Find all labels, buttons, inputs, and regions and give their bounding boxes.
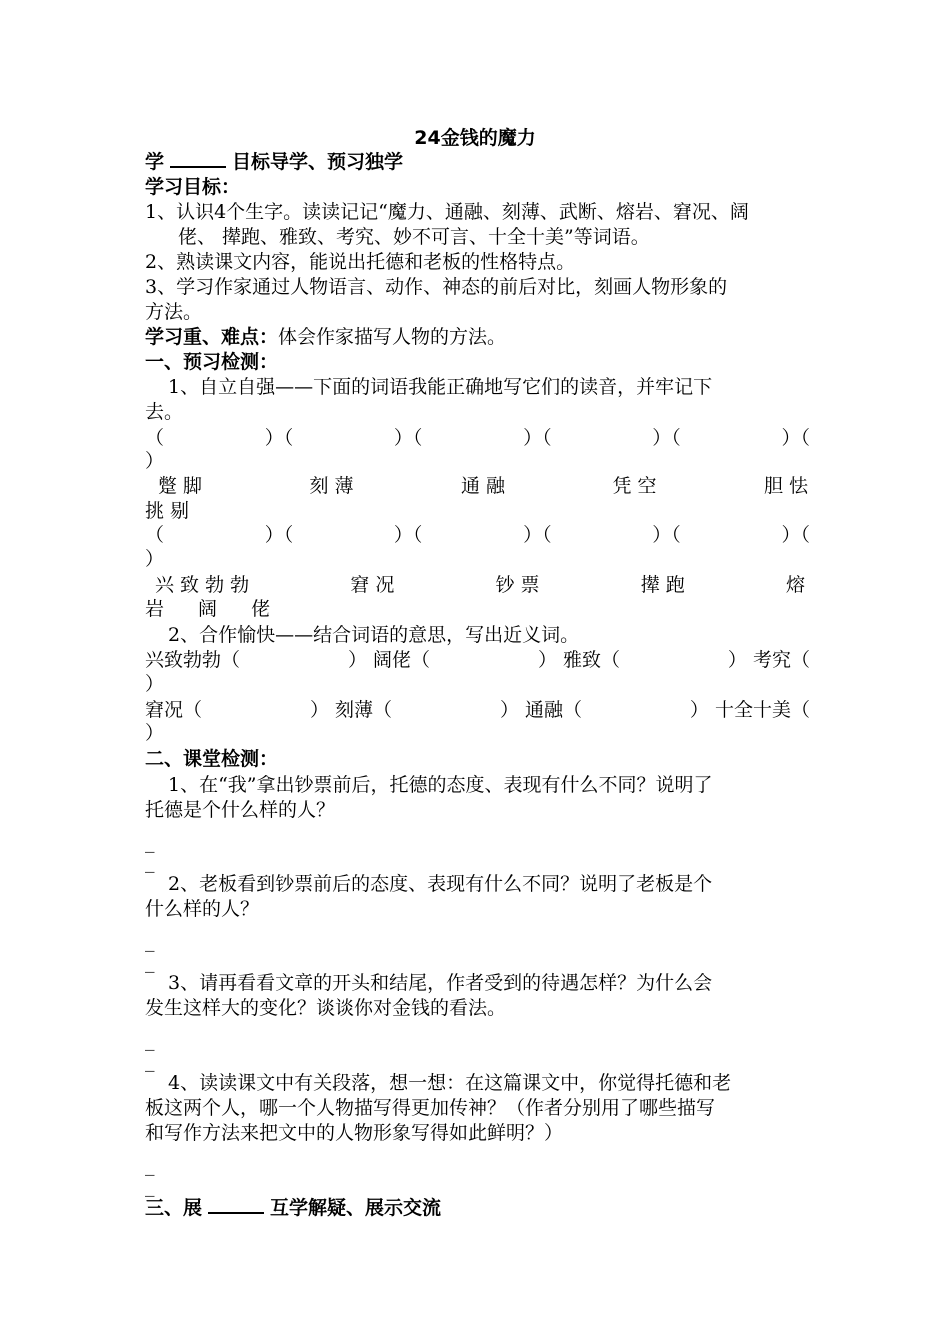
answer-line: _	[145, 930, 155, 952]
answer-line: _	[145, 951, 155, 973]
paren: ）（	[781, 427, 810, 449]
key-points	[145, 325, 810, 349]
word: 兴 致 勃 勃	[155, 574, 250, 596]
synonym-item: ） 刻薄（	[309, 699, 392, 721]
s2-question-2-line-2: 什么样的人？	[145, 898, 260, 920]
word-row-2	[155, 573, 805, 597]
paren: ）（	[523, 427, 552, 449]
paren-close: ）	[145, 673, 165, 695]
word: 撵 跑	[640, 574, 685, 596]
paren: ）（	[652, 524, 681, 546]
section-heading-study	[145, 150, 810, 174]
synonym-item: ） 阔佬（	[347, 649, 430, 671]
fill-blank	[170, 151, 226, 168]
paren: ）（	[393, 524, 423, 546]
word-row-1	[158, 474, 808, 498]
answer-line: _	[145, 1029, 155, 1051]
paren: ）（	[264, 427, 294, 449]
answer-line: _	[145, 831, 155, 853]
synonym-row-1	[145, 648, 810, 672]
word: 凭 空	[612, 475, 657, 497]
synonym-row-2	[145, 698, 810, 722]
answer-line: _	[145, 1050, 155, 1072]
synonym-item: ） 通融（	[499, 699, 582, 721]
goal-3-line-1: 3、学习作家通过人物语言、动作、神态的前后对比，刻画人物形象的	[145, 276, 728, 298]
paren: ）（	[393, 427, 423, 449]
goal-1-line-2: 佬、 撵跑、雅致、考究、妙不可言、十全十美”等词语。	[178, 226, 650, 248]
fill-blank	[208, 1197, 264, 1214]
answer-line: _	[145, 851, 155, 873]
heading-prefix: 三、展	[145, 1197, 203, 1219]
paren: （	[145, 427, 165, 449]
section-1-heading: 一、预习检测：	[145, 351, 279, 373]
key-points-label: 学习重、难点：	[145, 326, 279, 348]
s1-question-1-line-2: 去。	[145, 401, 184, 423]
word: 刻 薄	[309, 475, 354, 497]
word: 通 融	[460, 475, 506, 497]
paren-close: ）	[145, 548, 165, 570]
paren-close: ）	[145, 722, 165, 744]
section-2-heading: 二、课堂检测：	[145, 748, 279, 770]
answer-line: _	[145, 1154, 155, 1176]
answer-line: _	[145, 1175, 155, 1197]
goal-3-line-2: 方法。	[145, 301, 203, 323]
word-row-1-tail: 挑 剔	[145, 500, 190, 522]
page-title: 24金钱的魔力	[414, 127, 536, 149]
paren: （	[145, 524, 165, 546]
paren-close: ）	[145, 450, 165, 472]
word: 蹩 脚	[158, 475, 203, 497]
synonym-item: ） 考究（	[727, 649, 810, 671]
goal-1-line-1: 1、认识4个生字。读读记记“魔力、通融、刻薄、武断、熔岩、窘况、阔	[145, 201, 749, 223]
pinyin-blanks-row-2	[145, 523, 810, 547]
s1-question-1-line-1: 1、自立自强——下面的词语我能正确地写它们的读音，并牢记下	[168, 376, 713, 398]
paren: ）（	[264, 524, 294, 546]
word: 窘 况	[350, 574, 395, 596]
word-row-2-tail: 岩 阔 佬	[145, 598, 271, 620]
word: 胆 怯	[763, 475, 808, 497]
s2-question-4-line-3: 和写作方法来把文中的人物形象写得如此鲜明？）	[145, 1122, 564, 1144]
synonym-item: 兴致勃勃（	[145, 649, 241, 671]
synonym-item: ） 雅致（	[537, 649, 620, 671]
synonym-item: ） 十全十美（	[689, 699, 810, 721]
paren: ）（	[652, 427, 681, 449]
goal-2: 2、熟读课文内容，能说出托德和老板的性格特点。	[145, 251, 576, 273]
goals-heading: 学习目标：	[145, 176, 241, 198]
word: 钞 票	[495, 574, 540, 596]
heading-prefix: 学	[145, 151, 165, 173]
s2-question-3-line-2: 发生这样大的变化？谈谈你对金钱的看法。	[145, 997, 507, 1019]
s2-question-1-line-2: 托德是个什么样的人？	[145, 799, 336, 821]
heading-text: 互学解疑、展示交流	[270, 1197, 442, 1219]
s2-question-4-line-1: 4、读读课文中有关段落，想一想：在这篇课文中，你觉得托德和老	[168, 1072, 732, 1094]
heading-text: 目标导学、预习独学	[232, 151, 404, 173]
key-points-text: 体会作家描写人物的方法。	[278, 326, 507, 348]
s2-question-3-line-1: 3、请再看看文章的开头和结尾，作者受到的待遇怎样？为什么会	[168, 972, 713, 994]
s1-question-2: 2、合作愉快——结合词语的意思，写出近义词。	[168, 624, 580, 646]
section-3-heading	[145, 1196, 810, 1220]
s2-question-4-line-2: 板这两个人，哪一个人物描写得更加传神？（作者分别用了哪些描写	[145, 1097, 716, 1119]
s2-question-1-line-1: 1、在“我”拿出钞票前后，托德的态度、表现有什么不同？说明了	[168, 774, 713, 796]
synonym-item: 窘况（	[145, 699, 203, 721]
paren: ）（	[781, 524, 810, 546]
pinyin-blanks-row-1	[145, 426, 810, 450]
s2-question-2-line-1: 2、老板看到钞票前后的态度、表现有什么不同？说明了老板是个	[168, 873, 713, 895]
word: 熔	[785, 574, 805, 596]
paren: ）（	[523, 524, 552, 546]
